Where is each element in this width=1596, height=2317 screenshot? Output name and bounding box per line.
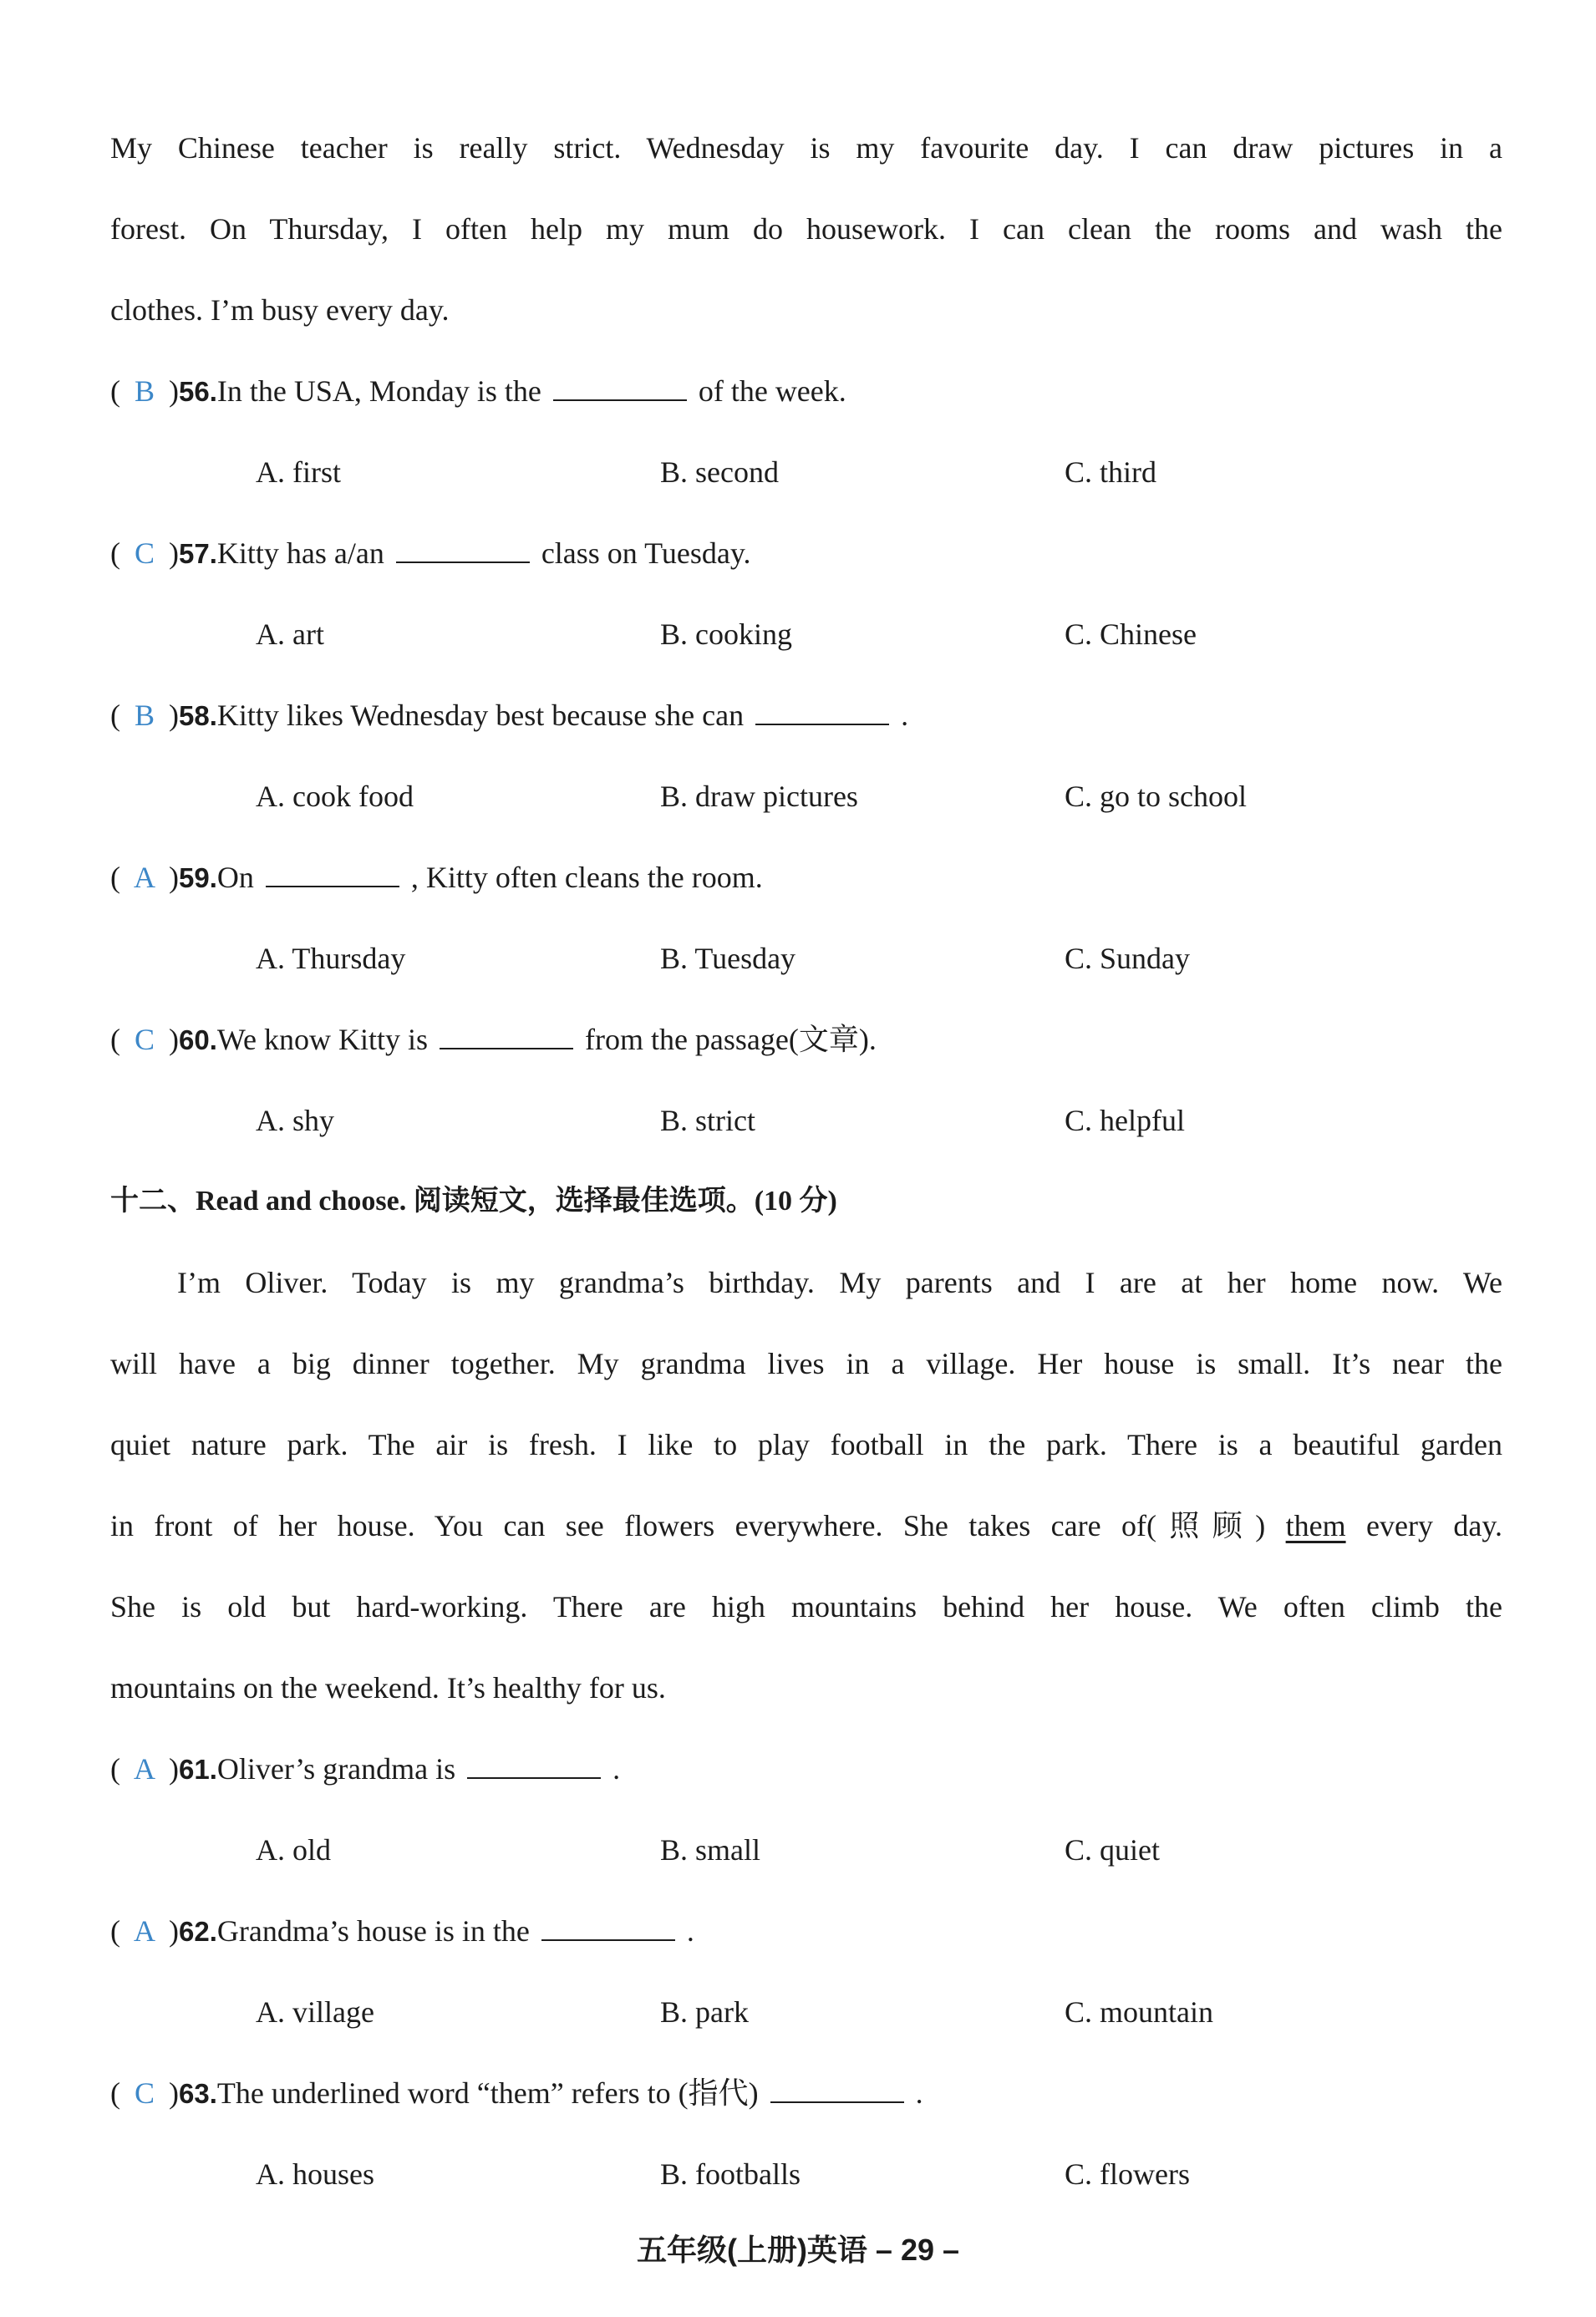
- option-c: C. flowers: [1065, 2157, 1190, 2191]
- question-text-end: .: [915, 2076, 923, 2110]
- answer-blank: [467, 1752, 601, 1779]
- option-a: A. shy: [256, 1104, 335, 1137]
- question-text-end: .: [901, 699, 909, 732]
- section-12-heading: 十二、Read and choose. 阅读短文，选择最佳选项。(10 分): [110, 1186, 837, 1217]
- answer-blank: [266, 861, 399, 887]
- option-b: B. cooking: [660, 617, 792, 651]
- option-b: B. small: [660, 1833, 761, 1867]
- question-text: Kitty has a/an: [216, 536, 384, 570]
- question-text: Kitty likes Wednesday best because she can: [216, 699, 745, 732]
- question-text-end: .: [612, 1752, 621, 1786]
- underlined-word-them: them: [1285, 1509, 1346, 1542]
- question-number: 62.: [179, 1916, 217, 1947]
- answer-blank: [440, 1023, 573, 1049]
- question-number: 61.: [179, 1754, 217, 1785]
- question-text: Grandma’s house is in the: [216, 1914, 530, 1948]
- passage2-line-2: will have a big dinner together. My grandma lives in a village. Her house is small. It’s near the: [110, 1347, 1502, 1380]
- passage2-line-4-start: in front of her house. You can see flowers everywhere. She takes care of(照顾): [110, 1509, 1266, 1542]
- question-text: In the USA, Monday is the: [216, 374, 541, 408]
- passage1-line-1: My Chinese teacher is really strict. Wednesday is my favourite day. I can draw pictures in a: [110, 131, 1502, 165]
- option-c: C. quiet: [1065, 1833, 1160, 1867]
- question-58: ( B )58.Kitty likes Wednesday best because she can .: [110, 695, 908, 736]
- passage2-line-4: [110, 1506, 1502, 1546]
- question-number: 63.: [179, 2078, 217, 2109]
- question-62: ( A )62.Grandma’s house is in the .: [110, 1911, 694, 1952]
- question-text-end: class on Tuesday.: [541, 536, 751, 570]
- answer-blank: [755, 699, 889, 725]
- answer-blank: [396, 536, 530, 563]
- option-c: C. helpful: [1065, 1104, 1185, 1137]
- option-b: B. strict: [660, 1104, 755, 1137]
- passage2-line-5: She is old but hard-working. There are high mountains behind her house. We often climb the: [110, 1590, 1502, 1623]
- question-text-end: of the week.: [698, 374, 846, 408]
- question-60: ( C )60.We know Kitty is from the passage(文章).: [110, 1019, 877, 1060]
- question-text-end: , Kitty often cleans the room.: [410, 861, 763, 894]
- answer-60: C: [134, 1023, 155, 1056]
- option-a: A. old: [256, 1833, 331, 1867]
- option-c: C. Chinese: [1065, 617, 1197, 651]
- answer-blank: [553, 374, 687, 401]
- passage2-line-6: mountains on the weekend. It’s healthy for us.: [110, 1671, 666, 1705]
- page-footer: 五年级(上册)英语 – 29 –: [636, 2233, 960, 2267]
- option-a: A. first: [256, 455, 341, 489]
- answer-blank: [541, 1914, 675, 1941]
- passage1-line-3: clothes. I’m busy every day.: [110, 293, 450, 327]
- option-c: C. Sunday: [1065, 942, 1191, 975]
- option-c: C. mountain: [1065, 1995, 1213, 2029]
- question-number: 59.: [179, 862, 217, 893]
- answer-63: C: [134, 2076, 155, 2110]
- question-number: 56.: [179, 376, 217, 407]
- question-number: 60.: [179, 1024, 217, 1055]
- option-c: C. third: [1065, 455, 1157, 489]
- question-57: ( C )57.Kitty has a/an class on Tuesday.: [110, 533, 751, 574]
- question-63: ( C )63.The underlined word “them” refers to (指代) .: [110, 2073, 923, 2114]
- question-text: The underlined word “them” refers to (指代): [216, 2076, 759, 2110]
- passage2-line-3: quiet nature park. The air is fresh. I like to play football in the park. There is a beautiful garden: [110, 1428, 1502, 1461]
- option-b: B. second: [660, 455, 779, 489]
- question-text: We know Kitty is: [216, 1023, 428, 1056]
- question-number: 57.: [179, 538, 217, 569]
- answer-57: C: [134, 536, 155, 570]
- question-text-end: from the passage(文章).: [584, 1023, 877, 1056]
- answer-blank: [770, 2076, 904, 2103]
- option-a: A. Thursday: [256, 942, 406, 975]
- option-b: B. Tuesday: [660, 942, 796, 975]
- option-b: B. footballs: [660, 2157, 801, 2191]
- question-number: 58.: [179, 700, 217, 731]
- passage2-line-4-end: every day.: [1366, 1509, 1503, 1542]
- question-text: On: [216, 861, 254, 894]
- passage2-line-1: I’m Oliver. Today is my grandma’s birthday. My parents and I are at her home now. We: [177, 1266, 1502, 1299]
- option-a: A. village: [256, 1995, 374, 2029]
- option-a: A. art: [256, 617, 324, 651]
- answer-61: A: [134, 1752, 155, 1786]
- answer-56: B: [134, 374, 155, 408]
- passage1-line-2: forest. On Thursday, I often help my mum do housework. I can clean the rooms and wash the: [110, 212, 1502, 246]
- option-a: A. cook food: [256, 780, 414, 813]
- option-b: B. park: [660, 1995, 749, 2029]
- question-61: ( A )61.Oliver’s grandma is .: [110, 1749, 620, 1790]
- answer-58: B: [134, 699, 155, 732]
- question-56: ( B )56.In the USA, Monday is the of the week.: [110, 371, 846, 412]
- option-a: A. houses: [256, 2157, 374, 2191]
- option-b: B. draw pictures: [660, 780, 858, 813]
- answer-62: A: [134, 1914, 155, 1948]
- answer-59: A: [134, 861, 155, 894]
- question-text: Oliver’s grandma is: [216, 1752, 456, 1786]
- option-c: C. go to school: [1065, 780, 1248, 813]
- question-text-end: .: [686, 1914, 694, 1948]
- question-59: ( A )59.On , Kitty often cleans the room.: [110, 857, 763, 898]
